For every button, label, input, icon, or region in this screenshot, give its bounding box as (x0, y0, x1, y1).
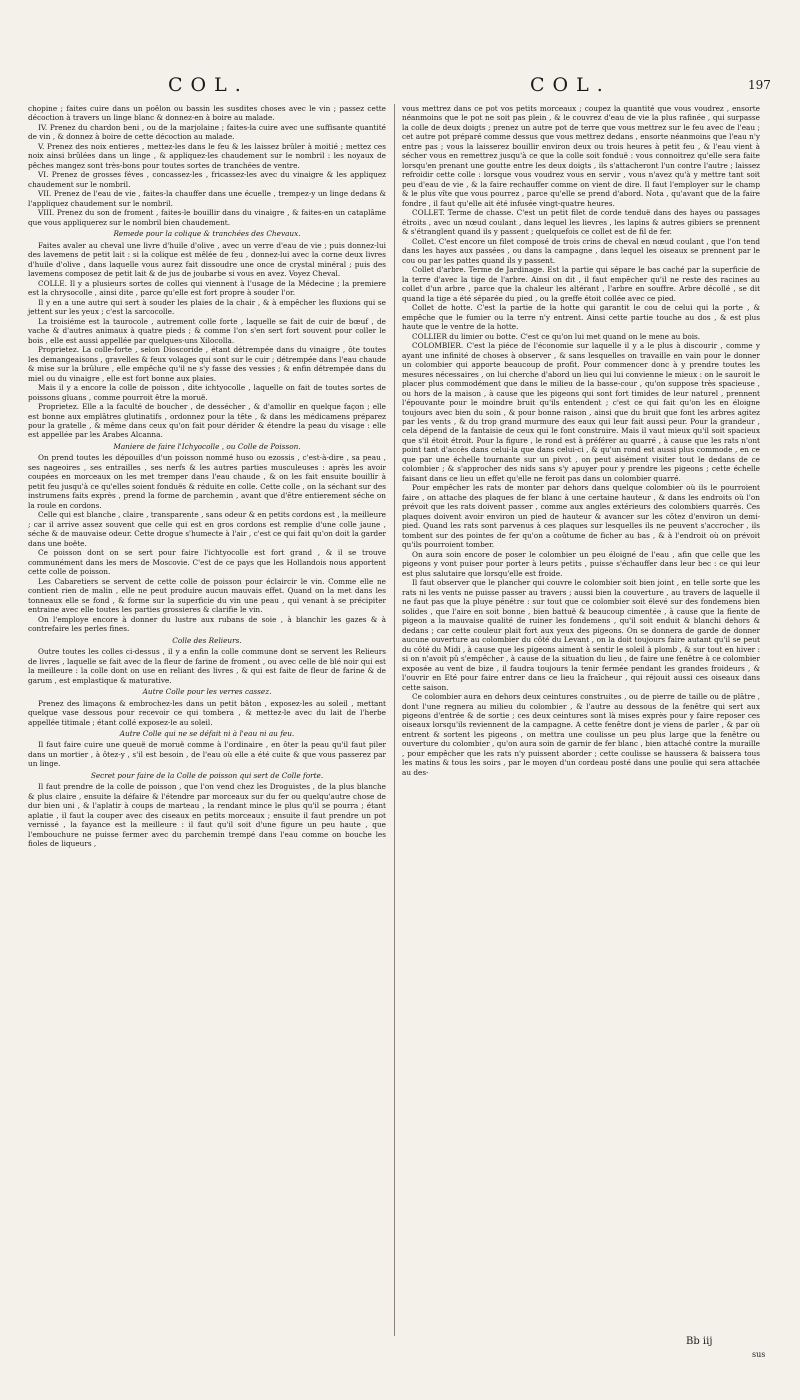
paragraph: Les Cabaretiers se servent de cette colle de poisson pour éclaircir le vin. Comme elle ne contient rien de malin , elle ne peut produire aucun mauvais effet. Quand on la met dans les tonneaux elle se fond , & forme sur la superficie du vin une peau , qui venant à se précipiter entraine avec elle toutes les parties grossieres & clarifie le vin. (28, 576, 386, 615)
section-heading: Secret pour faire de la Colle de poisson qui sert de Colle forte. (90, 770, 324, 780)
paragraph: Collet de hotte. C'est la partie de la hotte qui garantit le cou de celui qui la porte , & empêche que le fumier ou la terre n'y entrent. Ainsi cette partie touche au dos , & est plus haute que le ventre de la hotte. (402, 303, 760, 332)
paragraph: V. Prenez des noix entieres , mettez-les dans le feu & les laissez brûler à moitié ; mettez ces noix ainsi brûlées dans un linge , & appliquez-les chaudement sur le nombril : les noyaux de pêches mangez sont très-bons pour toutes sortes de tranchées de ventre. (28, 141, 386, 170)
paragraph: Prenez des limaçons & embrochez-les dans un petit bâton , exposez-les au soleil , mettant quelque vase dessous pour recevoir ce qui tombera , & mettez-le avec du lait de l'herbe appellée titimale ; étant collé exposez-le au soleil. (28, 698, 386, 727)
paragraph: VII. Prenez de l'eau de vie , faites-la chauffer dans une écuelle , trempez-y un linge dedans & l'appliquez chaudement sur le nombril. (28, 189, 386, 208)
paragraph: COLLIER du limier ou botte. C'est ce qu'on lui met quand on le mene au bois. (412, 331, 701, 341)
page-number: 197 (748, 78, 771, 92)
paragraph: chopine ; faites cuire dans un poêlon ou bassin les susdites choses avec le vin ; passez cette décoction à travers un linge blanc & donnez-en à boire au malade. (28, 104, 386, 123)
paragraph: IV. Prenez du chardon beni , ou de la marjolaine ; faites-la cuire avec une suffisante quantité de vin , & donnez à boire de cette décoction au malade. (28, 122, 386, 142)
paragraph: VIII. Prenez du son de froment , faites-le bouillir dans du vinaigre , & faites-en un cataplâme que vous appliquerez sur le nombril bien chaudement. (28, 208, 386, 227)
paragraph: VI. Prenez de grosses féves , concassez-les , fricassez-les avec du vinaigre & les appliquez chaudement sur le nombril. (28, 170, 386, 189)
paragraph: Mais il y a encore la colle de poisson , dite ichtyocolle , laquelle on fait de toutes sortes de poissons gluans , comme pourroit être la moruë. (28, 383, 386, 402)
paragraph: On prend toutes les dépouilles d'un poisson nommé huso ou ezossis , c'est-à-dire , sa peau , ses nageoires , ses entrailles , ses nerfs & les autres parties musculeuses : après les avoir coupées en morceaux on les met tremper dans l'eau chaude , & on les fait ensuite bouillir à petit feu jusqu'à ce qu'elles soient fonduës & réduite en colle. Cette colle , on la séchant sur des instrumens faits exprès , prend la forme de parchemin , avant que d'être entierement séche on la roule en cordons. (28, 453, 386, 510)
paragraph: Proprietez. Elle a la faculté de boucher , de dessécher , & d'amollir en quelque façon ; elle est bonne aux emplâtres glutinatifs , ordonnez pour la tête , & dans les médicamens préparez pour la gratelle , & même dans ceux qu'on fait pour dérider & étendre la peau du visage : elle est appellée par les Arabes Alcanna. (28, 402, 386, 440)
paragraph: Ce colombier aura en dehors deux ceintures construites , ou de pierre de taille ou de plâtre , dont l'une regnera au milieu du colombier , & l'autre au dessous de la fenêtre qui sert aux pigeons d'entrée & de sortie ; ces deux ceintures sont là mises exprès pour y faire reposer ces oiseaux lorsqu'ils reviennent de la campagne. A cette fenêtre dont je viens de parler , & par où entrent & sortent les pigeons , on mettra une coulisse un peu plus large que la fenêtre ou ouverture du colombier , qu'on aura soin de garnir de fer blanc , bien attaché contre la muraille , pour empêcher que les rats n'y puissent aborder ; cette coulisse se haussera & baissera tous les matins & tous les soirs , par le moyen d'un cordeau posté dans une poulie qui sera attachée au des- (402, 692, 760, 777)
paragraph: Celle qui est blanche , claire , transparente , sans odeur & en petits cordons est , la meilleure ; car il arrive assez souvent que celle qui est en gros cordons est remplie d'une colle jaune , séche & de mauvaise odeur. Cette drogue s'humecte à l'air , c'est ce qui fait qu'on doit la garder dans une boëte. (28, 510, 386, 548)
paragraph: Il y en a une autre qui sert à souder les plaies de la chair , & à empêcher les fluxions qui se jettent sur les yeux ; c'est la sarcocolle. (28, 297, 386, 317)
paragraph: Faites avaler au cheval une livre d'huile d'olive , avec un verre d'eau de vie ; puis donnez-lui des lavemens de petit lait : si la colique est mêlée de feu , donnez-lui avec la corne deux livres d'huile d'olive , dans laquelle vous aurez fait dissoudre une once de crystal minéral ; puis des lavemens composez de petit lait & de jus de joubarbe si vous en avez. Voyez Cheval. (28, 240, 386, 279)
section-heading: Remede pour la colique & tranchées des Chevaux. (113, 229, 301, 239)
paragraph: Il faut observer que le plancher qui couvre le colombier soit bien joint , en telle sorte que les rats ni les vents ne puisse passer au travers ; aussi bien la couverture , au travers de laquelle il ne faut pas que la pluye pénétre : sur tout que ce colombier soit élevé sur des fondemens bien solides , que l'aire en soit bonne , bien battuë & beaucoup cimentée , à cause que la fiente de pigeon a la mauvaise qualité de ruiner les fondemens , qu'il soit enduit & blanchi dehors & dedans ; car cette couleur plait fort aux yeux des pigeons. On se donnera de garde de donner aucune ouverture au colombier du côté du Levant , on la doit toujours faire autant qu'il se peut du côté du Midi , à cause que les pigeons aiment à sentir le soleil à plomb , & sur tout en hiver : si on n'avoit pû s'empêcher , à cause de la situation du lieu , de faire une fenêtre à ce colombier exposée au vent de bize , il faudra toujours la tenir fermée pendant les grandes froideurs , & l'ouvrir en Eté pour faire entrer dans ce lieu la fraîcheur , qui réjouit aussi ces oiseaux dans cette saison. (402, 578, 760, 692)
section-heading: Autre Colle pour les verres cassez. (142, 687, 272, 697)
paragraph: Pour empêcher les rats de monter par dehors dans quelque colombier où ils le pourroient faire , on attache des plaques de fer blanc à une certaine hauteur , & dans les endroits où l'on prévoit que les rats doivent passer , comme aux angles extérieurs des colombiers quarrés. Ces plaques doivent avoir environ un pied de hauteur & avancer sur les côtez d'environ un demi-pied. Quand les rats sont parvenus à ces plaques sur lesquelles ils ne peuvent s'accrocher , ils tombent sur des pointes de fer qu'on a coûtume de ficher au bas , & à l'endroit où on prévoit qu'ils pourroient tomber. (402, 483, 760, 550)
section-heading: Maniere de faire l'Ichyocolle , ou Colle de Poisson. (113, 441, 301, 451)
paragraph: On l'employe encore à donner du lustre aux rubans de soie , à blanchir les gazes & à contrefaire les perles fines. (28, 614, 386, 634)
paragraph: Il faut faire cuire une queuë de moruë comme à l'ordinaire , en ôter la peau qu'il faut piler dans un mortier , à ôtez-y , s'il est besoin , de l'eau où elle a été cuite & que vous passerez par un linge. (28, 740, 386, 769)
text-columns (28, 104, 774, 1354)
paragraph: Collet d'arbre. Terme de Jardinage. Est la partie qui sépare le bas caché par la superficie de la terre d'avec la tige de l'arbre. Ainsi on dit , il faut empêcher qu'il ne reste des racines au collet d'un arbre , parce que la chaleur les altérant , l'arbre en souffre. Arbre décollé , se dit quand la tige a été séparée du pied , ou la greffe étoit collée avec ce pied. (402, 265, 760, 303)
paragraph: vous mettrez dans ce pot vos petits morceaux ; coupez la quantité que vous voudrez , ensorte néanmoins que le pot ne soit pas plein , & le couvrez d'eau de vie la plus rafinée , qui surpasse la colle de deux doigts ; prenez un autre pot de terre que vous mettrez sur le feu avec de l'eau ; cet autre pot préparé comme dessus que vous mettrez dedans , ensorte néanmoins que l'eau n'y entre pas ; vous la laisserez bouillir environ deux ou trois heures à petit feu , & l'eau vient à sécher vous en remettrez jusqu'à ce que la colle soit fonduë : vous connoitrez qu'elle sera faite lorsqu'en prenant une goutte entre les deux doigts , ils s'attacheront l'un contre l'autre ; laissez refroidir cette colle : lorsque vous voudrez vous en servir , vous n'avez qu'à y mettre tant soit peu d'eau de vie , & la faire rechauffer comme on vient de dire. Il faut l'employer sur le champ & le plus vîte que vous pourrez , parce qu'elle se prend d'abord. Nota , qu'avant que de la faire fondre , il faut qu'elle ait été infusée vingt-quatre heures. (402, 104, 760, 208)
paragraph: COLOMBIER. C'est la piéce de l'économie sur laquelle il y a le plus à discourir , comme y ayant une infinité de choses à observer , & sans lesquelles on travaille en vain pour le donner un colombier qui apporte beaucoup de profit. Pour commencer donc à y prendre toutes les mesures nécessaires , on lui cherche d'abord un lieu qui lui convienne le mieux : on le sauroit le placer plus commodément que dans le milieu de la basse-cour , qu'on suppose très spacieuse , ou hors de la maison , à cause que les pigeons qui sont fort timides de leur naturel , prennent l'épouvante pour le moindre bruit qu'ils entendent ; c'est ce qui fait qu'on les en éloigne toujours avec bien du soin , & pour bonne raison , ainsi que du bruit que font les arbres agitez par les vents , & du trop grand murmure des eaux qui leur fait aussi peur. Pour la grandeur , cela dépend de la fantaisie de ceux qui le font construire. Mais il vaut mieux qu'il soit spacieux que s'il étoit étroit. Pour la figure , le rond est à préférer au quarré , à cause que les rats n'ont point tant d'accès dans celui-la que dans celui-ci , & qu'un rond est aussi plus commode , en ce que par une échelle tournante sur un pivot , on peut aisément visiter tout le dedans de ce colombier ; & s'approcher des nids sans s'y apuyer pour y prendre les pigeons ; cette échelle faisant dans ce lieu un effet qu'elle ne feroit pas dans un colombier quarré. (402, 341, 760, 483)
paragraph: Il faut prendre de la colle de poisson , que l'on vend chez les Droguistes , de la plus blanche & plus claire , ensuite la défaire & l'étendre par morceaux sur du fer ou quelqu'autre chose de dur bien uni , & l'aplatir à coups de marteau , la rendant mince le plus qu'il se pourra ; étant aplatie , il faut la couper avec des ciseaux en petits morceaux ; ensuite il faut prendre un pot vernissé , la fayance est la meilleure : il faut qu'il soit d'une figure un peu haute , que l'embouchure ne puisse fermer avec du parchemin trempé dans l'eau comme on bouche les fioles de liqueurs , (28, 782, 386, 849)
catchword: sus (752, 1350, 766, 1359)
section-heading: Colle des Relieurs. (172, 635, 242, 645)
running-header (0, 74, 800, 104)
right-column (402, 104, 760, 777)
signature-mark: Bb iij (686, 1336, 713, 1347)
paragraph: Outre toutes les colles ci-dessus , il y a enfin la colle commune dont se servent les Relieurs de livres , laquelle se fait avec de la fleur de farine de froment , ou avec celle de blé noir qui est la meilleure : la colle dont on use en reliant des livres , & qui est faite de fleur de farine & de garum , est emplastique & maturative. (28, 647, 386, 685)
left-column (28, 104, 386, 849)
header-right-title: COL. (530, 74, 611, 96)
column-divider (394, 104, 395, 1336)
paragraph: Collet. C'est encore un filet composé de trois crins de cheval en nœud coulant , que l'on tend dans les hayes aux passées , ou dans la campagne , dans lequel les oiseaux se prennent par le cou ou par les pattes quand ils y passent. (402, 236, 760, 265)
paragraph: COLLE. Il y a plusieurs sortes de colles qui viennent à l'usage de la Médecine ; la premiere est la chrysocolle , ainsi dite , parce qu'elle est fort propre à souder l'or. (28, 278, 386, 298)
paragraph: Proprietez. La colle-forte , selon Dioscoride , étant détrempée dans du vinaigre , ôte toutes les demangeaisons , gravelles & feux volages qui sont sur le cuir ; détrempée dans l'eau chaude & mise sur la brûlure , elle empêche qu'il ne s'y fasse des vessies ; & enfin détrempée dans du miel ou du vinaigre , elle est fort bonne aux plaies. (28, 345, 386, 383)
paragraph: COLLET. Terme de chasse. C'est un petit filet de corde tenduë dans des hayes ou passages étroits , avec un nœud coulant , dans lequel les lievres , les lapins & autres gibiers se prennent & s'étranglent quand ils y passent ; quelquefois ce collet est de fil de fer. (402, 208, 760, 237)
header-left-title: COL. (168, 74, 249, 96)
paragraph: On aura soin encore de poser le colombier un peu éloigné de l'eau , afin que celle que les pigeons y vont puiser pour porter à leurs petits , puisse s'échauffer dans leur bec : ce qui leur est plus salutaire que lorsqu'elle est froide. (402, 549, 760, 578)
paragraph: Ce poisson dont on se sert pour faire l'ichtyocolle est fort grand , & il se trouve communément dans les mers de Moscovie. C'est de ce pays que les Hollandois nous apportent cette colle de poisson. (28, 548, 386, 577)
paragraph: La troisiéme est la taurocole , autrement colle forte , laquelle se fait de cuir de bœuf , de vache & d'autres animaux à quatre pieds ; & comme l'on s'en sert fort souvent pour coller le bois , elle est aussi appellée par quelques-uns Xilocolla. (28, 316, 386, 345)
section-heading: Autre Colle qui ne se défait ni à l'eau ni au feu. (119, 729, 295, 738)
